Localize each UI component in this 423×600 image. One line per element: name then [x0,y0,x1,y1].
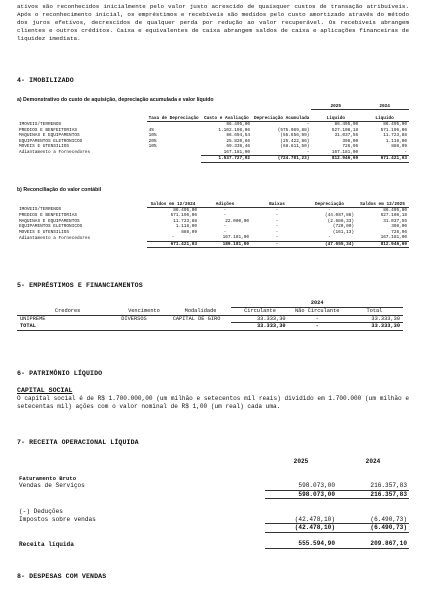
table-row: UNIPREME DIVERSOS CAPITAL DE GIRO 33.333,30 - 33.333,30 [17,315,409,323]
col-modalidade-header: Modalidade [170,307,232,315]
revenue-table: 2025 2024 Faturamento Bruto Vendas de Serviços 598.073,00 216.357,83 598.073,00 216.357,83 (-) Deduções Impostos sobre vendas (42.478,10) (6.490,73) (42.478,10) (6.490,73) Receita líquida 555.594,90 209.867,10 [19,458,407,548]
table-total-row: 671.421,03 189.181,00 - (47.655,34) 812.946,69 [17,241,409,248]
table-row: MAQUINAS E EQUIPAMENTOS 10% 86.694,54 (55.656,99) 31.037,55 11.723,88 [19,133,407,139]
table-row: IMOVEIS/TERRENOS 86.495,00 - 86.495,00 86.495,00 [19,121,407,128]
section-5-title: 5- EMPRÉSTIMOS E FINANCIAMENTOS [17,282,143,289]
loans-table [17,300,409,331]
section-7-title: 7- RECEITA OPERACIONAL LÍQUIDA [17,439,139,446]
col-open-header: Saldos em 12/2024 [147,195,199,207]
deductions-label: (-) Deduções [19,507,63,515]
table-row: PREDIOS E BENFEITORIAS 4% 1.102.198,06 (575.089,88) 527.108,18 571.196,06 [19,127,407,133]
col-add-header: Adições [199,195,251,207]
col-net25-header: Líquido [311,110,360,122]
table-row: Adiantamento a Fornecedores 167.181,00 - 167.181,00 - [19,149,407,156]
carrying-value-table [17,195,409,248]
table-row: EQUIPAMENTOS ELETRONICOS 20% 25.820,86 (25.422,86) 398,00 1.118,00 [19,138,407,144]
col-vencimento-header: Vencimento [118,307,169,315]
col-circulante-header: Circulante [231,307,288,315]
col-net24-header: Líquido [360,110,409,122]
table-row: MOVEIS E UTENSILIOS 10% 69.338,46 (68.611,50) 726,96 888,09 [19,144,407,150]
revenue-year-2025: 2025 [293,458,309,466]
section-6-title: 6- PATRIMÔNIO LÍQUIDO [17,370,103,377]
table-row: PREDIOS E BENFEITORIAS 571.196,06 - - (44.087,88) 527.108,18 [19,213,407,219]
service-sales-label: Vendas de Serviços [19,482,85,490]
asset-cost-table [17,104,409,163]
year-2025-header: 2025 [311,104,360,110]
col-cost-header: Custo e Avaliação [201,110,252,122]
sales-taxes-label: Impostos sobre vendas [19,515,96,523]
table-total-row: 1.537.727,92 (724.781,23) 812.946,69 671.421,03 [17,156,409,163]
capital-social-paragraph: O capital social é de R$ 1.700.000,00 (um milhão e setecentos mil reais) dividido em 1.700.000 (um milhão e setecentas mil) ações com o valor nominal de R$ 1,00 (um real) cada uma. [17,395,409,410]
table-row: MOVEIS E UTENSILIOS 888,09 - - (161,13) 726,96 [19,229,407,235]
table-total-row: TOTAL 33.333,30 - 33.333,30 [17,323,409,331]
col-rate-header: Taxa de Depreciação [147,110,201,122]
col-close-header: Saldos em 12/2025 [356,195,409,207]
capital-social-heading: CAPITAL SOCIAL [17,387,73,394]
intro-paragraph: ativos são reconhecidos inicialmente pelo valor justo acrescido de quaisquer custos de transação atribuíveis. Após o reconhecimento inicial, os empréstimos e recebíveis são medidos pelo custo amortizado através do método dos juros efetivos, decrescidos de qualquer perda por redução ao valor recuperável. Os recebíveis abrangem clientes e outros créditos. Caixa e equivalentes de caixa abrangem saldos de caixa e aplicações financeiras de liquidez imediata. [17,3,409,42]
col-depr-header: Depreciação [303,195,356,207]
net-revenue-label: Receita líquida [19,540,74,548]
gross-revenue-label: Faturamento Bruto [19,474,77,482]
section-4b-title: b) Reconciliação do valor contábil [17,187,102,193]
table-row: MAQUINAS E EQUIPAMENTOS 11.723,88 22.000,00 - (2.686,33) 31.037,55 [19,218,407,224]
table-row: IMOVEIS/TERRENOS 86.495,00 - - - 86.495,00 [19,207,407,213]
loans-year-header: 2024 [231,300,403,307]
table-row: Adiantamento a Fornecedores - 167.181,00 - - 167.181,00 [19,235,407,241]
section-4-title: 4- IMOBILIZADO [17,77,74,84]
col-nao-circulante-header: Não Circulante [289,307,346,315]
col-credores-header: Credores [17,307,118,315]
col-low-header: Baixas [251,195,303,207]
col-dep-header: Depreciação Acumulada [252,110,311,122]
section-4a-title: a) Demonstrativo do custo de aquisição, depreciação acumulada e valor líquido [17,97,214,103]
year-2024-header: 2024 [360,104,409,110]
section-8-title: 8- DESPESAS COM VENDAS [17,573,107,580]
table-row: EQUIPAMENTOS ELETRONICOS 1.118,00 - - (720,00) 398,00 [19,224,407,230]
col-total-header: Total [346,307,403,315]
revenue-year-2024: 2024 [365,458,381,466]
